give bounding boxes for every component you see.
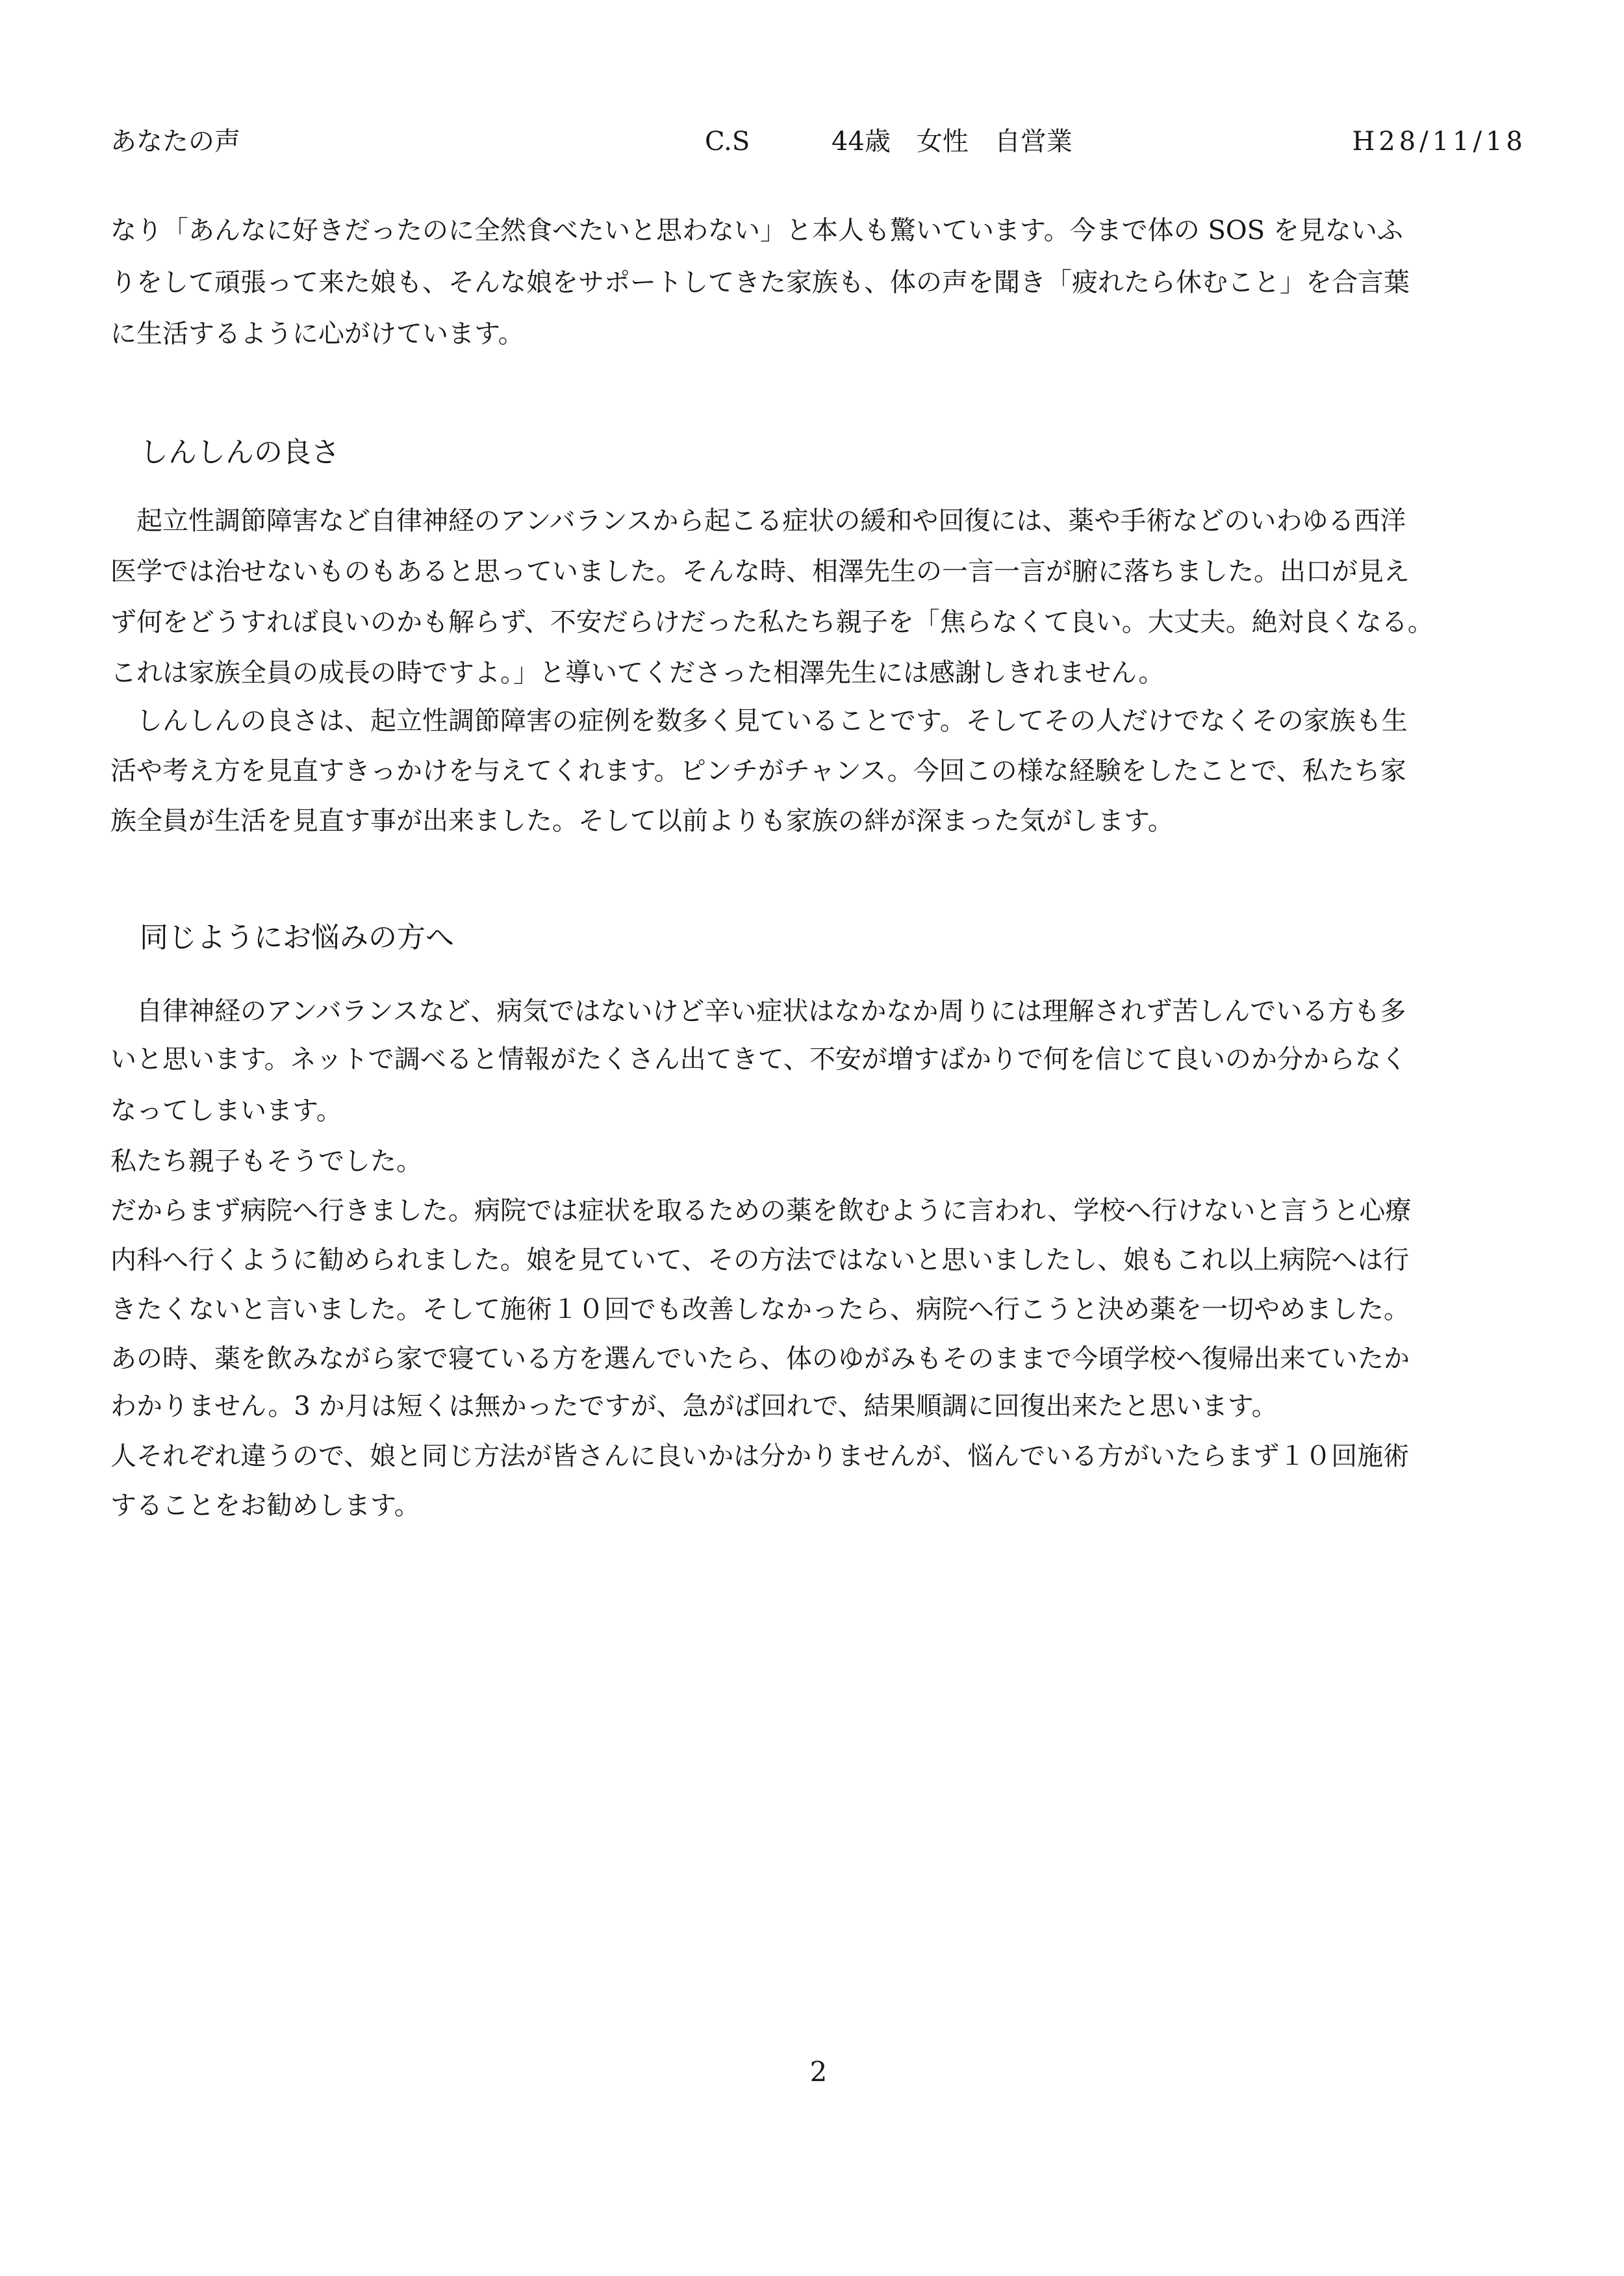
paragraph-line: 自律神経のアンバランスなど、病気ではないけど辛い症状はなかなか周りには理解されず苦しんでいる方も多: [110, 996, 1406, 1026]
paragraph-line: ず何をどうすれば良いのかも解らず、不安だらけだった私たち親子を「焦らなくて良い。大丈夫。絶対良くなる。: [110, 607, 1434, 637]
header-initials: C.S: [705, 127, 750, 157]
paragraph-line: なり「あんなに好きだったのに全然食べたいと思わない」と本人も驚いています。今まで体の SOS を見ないふ: [110, 216, 1403, 246]
paragraph-line: だからまず病院へ行きました。病院では症状を取るための薬を飲むように言われ、学校へ行けないと言うと心療: [110, 1196, 1412, 1226]
paragraph-line: 起立性調節障害など自律神経のアンバランスから起こる症状の緩和や回復には、薬や手術などのいわゆる西洋: [110, 506, 1406, 536]
header-date: H28/11/18: [1352, 127, 1527, 157]
header-title: あなたの声: [110, 127, 240, 157]
paragraph-line: に生活するように心がけています。: [110, 319, 524, 349]
header-profile: 44歳 女性 自営業: [831, 127, 1072, 157]
section-heading: 同じようにお悩みの方へ: [140, 921, 454, 954]
paragraph-line: わかりません。3 か月は短くは無かったですが、急がば回れで、結果順調に回復出来たと思います。: [110, 1391, 1278, 1421]
paragraph-line: いと思います。ネットで調べると情報がたくさん出てきて、不安が増すばかりで何を信じて良いのか分からなく: [110, 1044, 1407, 1074]
paragraph-line: あの時、薬を飲みながら家で寝ている方を選んでいたら、体のゆがみもそのままで今頃学校へ復帰出来ていたか: [110, 1344, 1410, 1374]
paragraph-line: しんしんの良さは、起立性調節障害の症例を数多く見ていることです。そしてその人だけでなくその家族も生: [110, 706, 1408, 736]
paragraph-line: これは家族全員の成長の時ですよ。」と導いてくださった相澤先生には感謝しきれません。: [110, 658, 1165, 688]
paragraph-line: 族全員が生活を見直す事が出来ました。そして以前よりも家族の絆が深まった気がします。: [110, 806, 1174, 836]
paragraph-line: 私たち親子もそうでした。: [110, 1146, 422, 1176]
section-heading: しんしんの良さ: [140, 436, 340, 469]
paragraph-line: りをして頑張って来た娘も、そんな娘をサポートしてきた家族も、体の声を聞き「疲れたら休むこと」を合言葉: [110, 268, 1410, 297]
paragraph-line: 人それぞれ違うので、娘と同じ方法が皆さんに良いかは分かりませんが、悩んでいる方がいたらまず１０回施術: [110, 1441, 1410, 1471]
paragraph-line: なってしまいます。: [110, 1096, 342, 1126]
paragraph-line: 活や考え方を見直すきっかけを与えてくれます。ピンチがチャンス。今回この様な経験をしたことで、私たち家: [110, 756, 1406, 786]
paragraph-line: することをお勧めします。: [110, 1491, 420, 1521]
paragraph-line: 医学では治せないものもあると思っていました。そんな時、相澤先生の一言一言が腑に落ちました。出口が見え: [110, 557, 1410, 587]
page-number: 2: [809, 2056, 828, 2088]
page-header: [110, 122, 1527, 161]
paragraph-line: きたくないと言いました。そして施術１０回でも改善しなかったら、病院へ行こうと決め薬を一切やめました。: [110, 1295, 1410, 1324]
paragraph-line: 内科へ行くように勧められました。娘を見ていて、その方法ではないと思いましたし、娘もこれ以上病院へは行: [110, 1245, 1410, 1275]
